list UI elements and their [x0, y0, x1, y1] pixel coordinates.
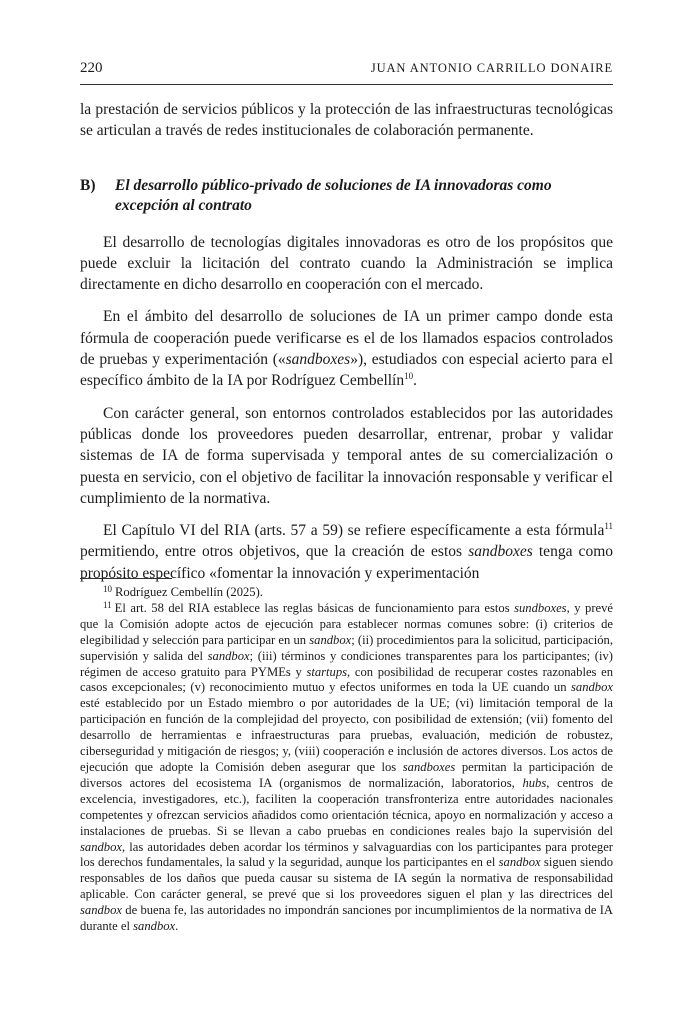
section-heading: [80, 176, 613, 216]
emphasis: sandboxes: [285, 351, 351, 369]
paragraph-3: Con carácter general, son entornos controlados establecidos por las autoridades públicas donde los proveedores pueden desarrollar, entrenar, probar y validar sistemas de IA de forma supervisada y temporal antes de su comercialización o puesta en servicio, con el objetivo de facilitar la innovación responsable y verificar el cumplimiento de la normativa.: [80, 404, 613, 507]
section-title: El desarrollo público-privado de soluciones de IA innovadoras como excepción al contrato: [115, 176, 552, 214]
text-run: El Capítulo VI del RIA (arts. 57 a 59) se refiere específicamente a esta fórmula: [103, 522, 605, 540]
paragraph-4: [80, 520, 613, 584]
text-run: , con posibilidad de recuperar costes razonables en casos excepcionales; (v) reconocimiento mutuo y efectos uniformes en toda la UE cuando un: [80, 664, 613, 695]
text-run: esté establecido por un Estado miembro o por autoridades de la UE; (vi) limitación temporal de la participación en función de la complejidad del proyecto, con posibilidad de extensión; (vii) fomento del desarrollo de herramientas e infraestructuras para pruebas, evaluación, medición de robustez, ciberseguridad y mitigación de riesgos; y, (viii) cooperación e inclusión de actores diversos. Los actos de ejecución que adopte la Comisión deben asegurar que los: [80, 696, 613, 774]
text-run: ; (iii) términos y condiciones transparentes para los participantes; (iv) régimen de acceso gratuito para PYMEs y: [80, 648, 613, 679]
emphasis: sandbox: [207, 648, 250, 663]
text-run: permitan la participación de diversos actores del ecosistema IA (organismos de normalización, laboratorios,: [80, 759, 613, 790]
text-run: , las autoridades deben acordar los términos y salvaguardias con los participantes para proteger los derechos fundamentales, la salud y la seguridad, aunque los participantes en el: [80, 839, 613, 870]
footnote-number: 11: [103, 599, 112, 610]
footnote-11: [80, 601, 613, 935]
footnotes: [80, 578, 613, 935]
page-number: 220: [80, 60, 103, 76]
main-text: [80, 99, 613, 584]
text-run: ; (ii) procedimientos para la solicitud, participación, supervisión y salida del: [80, 632, 613, 663]
footnote-ref-11[interactable]: 11: [604, 521, 613, 532]
footnote-rule: [80, 578, 172, 579]
running-head-author: JUAN ANTONIO CARRILLO DONAIRE: [370, 61, 613, 75]
footnote-10: [80, 585, 613, 601]
paragraph-1: El desarrollo de tecnologías digitales innovadoras es otro de los propósitos que puede excluir la licitación del contrato cuando la Administración se implica directamente en dicho desarrollo en cooperación con el mercado.: [80, 233, 613, 294]
emphasis: sundboxes: [514, 600, 567, 615]
emphasis: sandbox: [80, 903, 122, 918]
text-run: .: [413, 372, 417, 390]
footnote-ref-10[interactable]: 10: [404, 371, 414, 382]
text-run: tenga como propósito específico «fomentar la innovación y experimentación: [80, 543, 613, 582]
section-letter: B): [80, 176, 96, 194]
text-run: »), estudiados con especial acierto para el específico ámbito de la IA por Rodríguez Cembellín: [80, 351, 613, 390]
emphasis: sandboxes: [402, 759, 456, 774]
footnote-number: 10: [103, 584, 112, 594]
emphasis: sandbox: [80, 839, 122, 854]
emphasis: sandbox: [133, 919, 176, 934]
intro-paragraph: la prestación de servicios públicos y la protección de las infraestructuras tecnológicas se articulan a través de redes institucionales de colaboración permanente.: [80, 101, 613, 140]
text-run: .: [175, 919, 179, 934]
emphasis: sandboxes: [468, 543, 533, 561]
emphasis: sandbox: [309, 632, 352, 647]
text-run: siguen siendo responsables de los daños que pueda causar su sistema de IA según la normativa de responsabilidad aplicable. Con carácter general, se prevé que si los proveedores siguen el plan y las directrices del: [80, 855, 613, 902]
emphasis: hubs: [522, 775, 547, 790]
text-run: , y prevé que la Comisión adopte actos de ejecución para establecer normas comunes sobre: (i) criterios de elegibilidad y selección para participar en un: [80, 600, 613, 647]
footnote-text: Rodríguez Cembellín (2025).: [115, 585, 263, 599]
emphasis: sandbox: [498, 855, 541, 870]
emphasis: sandbox: [571, 680, 613, 695]
text-run: El art. 58 del RIA establece las reglas básicas de funcionamiento para estos: [114, 600, 515, 615]
text-run: , centros de excelencia, investigadores, etc.), faciliten la cooperación transfronteriza entre autoridades nacionales competentes y ofrezcan servicios añadidos como orientación técnica, apoyo en normalización y acceso a instalaciones de pruebas. Si se llevan a cabo pruebas en condiciones reales bajo la supervisión del: [80, 775, 614, 838]
emphasis: startups: [306, 664, 348, 679]
text-run: de buena fe, las autoridades no impondrán sanciones por incumplimientos de la normativa de IA durante el: [80, 903, 613, 934]
text-run: permitiendo, entre otros objetivos, que la creación de estos: [80, 543, 469, 561]
paragraph-2: [80, 306, 613, 391]
text-run: En el ámbito del desarrollo de soluciones de IA un primer campo donde esta fórmula de cooperación puede verificarse es el de los llamados espacios controlados de pruebas y experimentación («: [80, 308, 613, 369]
running-header: [80, 60, 613, 85]
